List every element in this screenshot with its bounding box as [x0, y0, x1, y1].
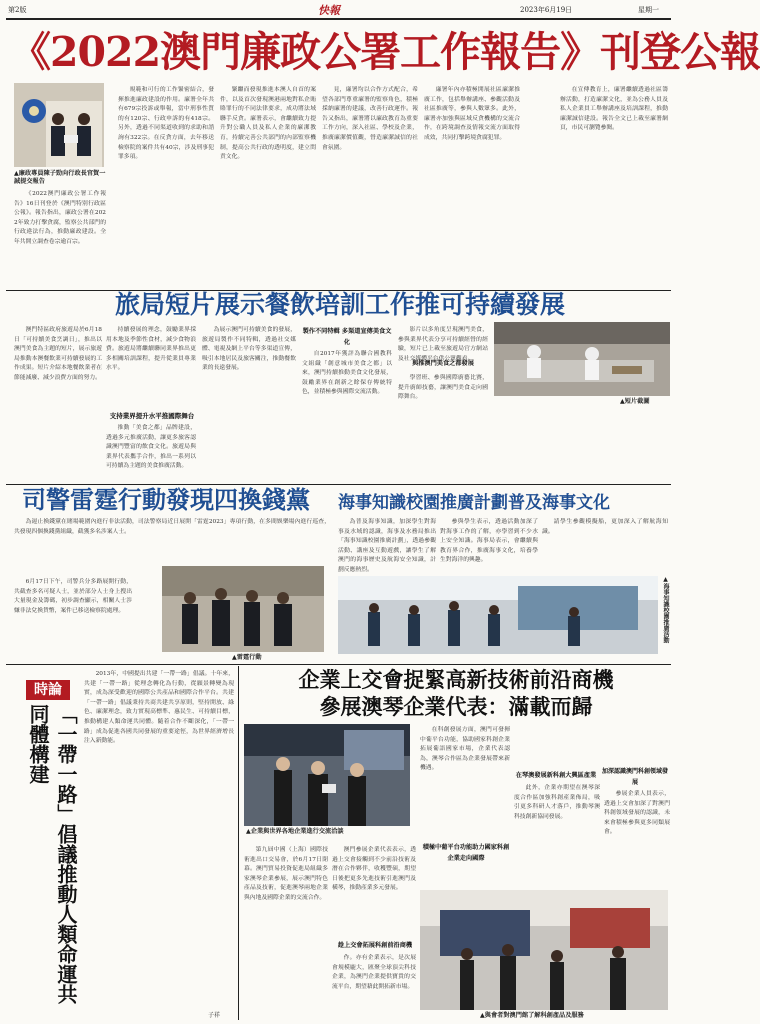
a1-photo-art: [14, 83, 104, 167]
a4-col1-text: 為普及海事知識，加深學生對海事及水域的認識，海事及水務局推出「海事知識校園推廣計劃」，透過參觀活動、講座及互動遊戲，讓學生了解澳門的海事歷史及航海安全知識，計劃反應熱烈。: [338, 519, 436, 573]
a2-col6: [398, 374, 488, 482]
a3-col2-text: 6月17日下午，司警兵分多路展開行動，共截查多名可疑人士，並於部分人士身上搜出大量現金及籌碼，初步調查顯示，相關人士涉嫌非法兌換貨幣，案件已移送檢察院處理。: [14, 579, 132, 614]
a4-col3-text: 請學生參觀模擬船，更加深入了解航海知識。: [542, 519, 668, 535]
a2-col5-text: 自2017年獲評為聯合國教科文組織「創意城市美食之都」以來，澳門持續推動美食文化發展，鼓勵業界在創新之餘保存傳統特色，並積極參與國際交流活動。: [302, 351, 392, 396]
a6-col5: [604, 790, 670, 890]
a2-col6-text: 影片以多角度呈現澳門美食，參與業界代表分享可持續經營的經驗，短片已上載至旅遊局官方網站及社交媒體平台供公眾觀看。: [398, 327, 488, 362]
a2-col3-text: 推動「美食之都」品牌建設，透過多元推廣活動，讓更多旅客認識澳門豐富的飲食文化。旅遊局與業界代表攜手合作，推出一系列以可持續為主題的美食推廣活動。: [106, 425, 196, 470]
a6-col3-text: 作。亦有企業表示，是次展會規模龐大，匯聚全球頂尖科技企業，為澳門企業提供寶貴的交流平台，期望藉此開拓新市場。: [332, 955, 416, 990]
a1-col3-text: 緊繼而發現推進本澳人自首的案件，以及首次發現澳港兩地對私企賄賂罪行的不同法律要求，成功將法域聯手反貪。廉署表示，會繼續致力提升對公職人員及私人企業的廉潔教育，持續完善公共部門的內部監察機制，提高公共行政的透明度，建立問責文化。: [220, 87, 316, 161]
a4-photo-caption: ▲海事知識校園推廣活動: [662, 576, 669, 643]
a4-photo-art: [338, 576, 658, 654]
a1-col2-text: 規範和可行的工作緊密結合，發揮推進廉政建設的作用。廉署全年共有679宗投訴或舉報，當中刑事性質的有120宗、行政申訴的有418宗。另外，透過不同渠道收到的求助和諮詢有322宗。在反貪方面，去年移送檢察院的案件共有40宗，涉及刑事犯罪多項。: [118, 87, 214, 161]
a5-body-text: 2013年，中國提出共建「一帶一路」倡議。十年來，共建「一帶一路」從理念轉化為行動，從願景轉變為現實，成為深受歡迎的國際公共產品和國際合作平台。共建「一帶一路」倡議秉持共商共建共享原則，堅持開放、綠色、廉潔理念，致力實現高標準、惠民生、可持續目標，推動構建人類命運共同體。隨着合作不斷深化，「一帶一路」成為促進各國共同發展的重要途徑，為世界經濟增長注入新動能。: [84, 671, 234, 745]
a5-banner: 時論: [26, 680, 70, 700]
a3-col1-text: 為遏止換錢黨在賭場範圍內進行非法活動，司法警察局近日展開「雷霆2023」專項行動，在多間娛樂場內進行巡查，共發現四個換錢黨組織，截獲多名涉案人士。: [14, 519, 330, 535]
a6-col4: [514, 784, 600, 894]
a2-subhead4: 與推澳門美食之都發展: [412, 360, 474, 367]
a6-subhead4: 在琴澳發展新科創大興區產業: [515, 772, 597, 779]
a1-col6: [560, 86, 668, 288]
a6-headline-1: 企業上交會捉緊高新技術前沿商機: [298, 667, 614, 692]
a2-col2: [106, 326, 196, 408]
issue-date: 2023年6月19日: [520, 6, 573, 14]
a2-col7-text: 學習班、參與國際廚藝比賽，提升廚師技藝，讓澳門美食走向國際舞台。: [398, 375, 488, 401]
a3-col2: [14, 578, 132, 638]
a2-col5: [398, 326, 488, 362]
a5-vertical-title: 「一帶一路」倡議推動人類命運共同體構建: [26, 704, 78, 1004]
a6-col3: [420, 726, 510, 840]
a6-photo2-art: [420, 890, 668, 1010]
a2-col1: [14, 326, 102, 482]
a4-photo: [338, 576, 658, 654]
divider-4: [238, 666, 239, 1020]
a3-photo-caption: ▲雷霆行動: [232, 654, 262, 661]
a1-col4-text: 見，廉署均以合作方式配合，希望各部門尊重廉署的監察角色，積極採納廉署的建議，改善行政運作。報告又指出，廉署將以廉政教育為重要工作方向，深入社區、學校及企業，推廣廉潔價值觀，營造廉潔誠信的社會氛圍。: [322, 87, 418, 151]
weekday: 星期一: [638, 6, 659, 14]
a2-col4-text: 為展示澳門可持續美食的發展，旅遊局製作不同特輯，透過社交媒體、電視及網上平台等多渠道宣傳，吸引本地居民及旅客關注，推動餐飲業的長遠發展。: [202, 327, 296, 372]
a3-headline: 司警雷霆行動發現四換錢黨: [22, 485, 310, 514]
a2-col1-text: 澳門特區政府旅遊局於6月18日「可持續美食烹調日」，推出以澳門美食為主題的短片，展示旅遊局推動本澳餐飲業可持續發展的工作成果。短片介紹本地餐飲業者在節能減廢、減少浪費方面的努力。: [14, 327, 102, 381]
masthead: [0, 0, 677, 18]
a6-photo2: [420, 890, 668, 1010]
a6-col2: [332, 846, 416, 938]
a2-col4: [302, 350, 392, 482]
a6-col1-text: 第九屆中國（上海）國際技術進出口交易會，於6月17日閉幕。澳門貿易投資促進局組織多家澳琴企業參展，展示澳門特色產品及技術，促進澳琴兩地企業與內地及國際企業的交流合作。: [244, 847, 328, 901]
a6-col1: [244, 846, 328, 1016]
a6-photo1-art: [244, 724, 410, 826]
a4-col2: [440, 518, 538, 578]
a3-photo-art: [162, 566, 324, 652]
a1-col6-text: 在宣傳教育上，廉署繼續透過社區籌辦活動，打造廉潔文化，並為公務人員及私人企業員工舉辦講座及培訓課程，推動廉潔誠信建設。報告全文已上載至廉署網頁，市民可瀏覽參閱。: [560, 87, 668, 132]
a6-photo2-caption: ▲與會者對澳門館了解科創產品及服務: [480, 1012, 584, 1019]
a2-col3: [202, 326, 296, 482]
a6-col6-text: 參展企業人員表示，透過上交會加深了對澳門科創領域發展的認識，未來會積極參與更多同類展會。: [604, 791, 670, 836]
a1-col5: [424, 86, 520, 288]
a6-subhead3: 積極中葡平台功能助力國家科創企業走向國際: [422, 844, 510, 862]
a1-headline: 《2022澳門廉政公署工作報告》刊登公報: [10, 28, 760, 76]
a6-subhead2: 趁上交會拓展科創前沿商機: [337, 942, 413, 949]
a6-col5-text: 此外，企業亦期望在澳琴深度合作區加強科創產業佈局，吸引更多科研人才落戶，推動琴澳科技創新協同發展。: [514, 785, 600, 820]
a6-subhead5: 加深認識澳門科創領域發展: [601, 768, 668, 786]
a1-col4: [322, 86, 418, 288]
a2-photo: [494, 322, 670, 396]
a1-photo: [14, 83, 104, 167]
a6-photo1: [244, 724, 410, 826]
a6-col4-text: 在科創發展方面，澳門可發揮中葡平台功能，協助國家科創企業拓展葡語國家市場，企業代表認為，澳琴合作區為企業發展帶來新機遇。: [420, 727, 510, 772]
a1-col1-text: 《2022澳門廉政公署工作報告》16日刊登於《澳門特別行政區公報》。報告指出，廉政公署在2022年致力打擊貪腐，監察公共部門的行政違法行為，推動廉政建設。全年共開立調查卷宗逾百宗。: [14, 191, 106, 245]
a2-photo-art: [494, 322, 670, 396]
a2-subhead3: 製作不同特輯 多渠道宣傳美食文化: [302, 328, 392, 346]
a6-headline-2: 參展澳琴企業代表：滿載而歸: [319, 694, 593, 719]
a6-col2b: [332, 954, 416, 1016]
a1-photo-caption: ▲廉政專員陳子勁向行政長官賀一誠提交報告: [14, 170, 106, 185]
a1-col3: [220, 86, 316, 288]
a2-subhead2: 支持業界提升水平推國際舞台: [109, 412, 195, 420]
a4-col3: [542, 518, 668, 548]
a2-photo-caption: ▲短片截圖: [620, 398, 650, 405]
paper-logo: 快報: [318, 4, 340, 17]
a2-col2-text: 持續發展的理念，鼓勵業界採用本地及季節性食材，減少食物浪費。旅遊局將繼續聯同業界推出更多相關培訓課程，提升從業員專業水平。: [106, 327, 196, 372]
a5-body: [84, 670, 234, 1008]
divider-3: [6, 664, 671, 665]
a2-col2b: [106, 424, 196, 482]
masthead-rule: [6, 18, 671, 20]
a1-col5-text: 廉署年內亦積極開展社區廉潔推廣工作，包括舉辦講座、參觀活動及社區推廣等，參與人數眾多。此外，廉署亦加強與區域反貪機構的交流合作，在跨境調查及情報交流方面取得成效，共同打擊跨境貪腐犯罪。: [424, 87, 520, 141]
a6-col2-text: 澳門參展企業代表表示，透過上交會接觸到不少前沿技術及潛在合作夥伴，收穫豐碩，期望日後把更多先進技術引進澳門及橫琴，推動產業多元發展。: [332, 847, 416, 892]
a3-photo: [162, 566, 324, 652]
a6-photo1-caption: ▲企業與世界各地企業進行交流洽談: [246, 828, 344, 835]
a2-headline: 旅局短片展示餐飲培訓工作推可持續發展: [114, 290, 565, 319]
a4-headline: 海事知識校園推廣計劃普及海事文化: [338, 493, 610, 513]
a4-col2-text: 參與學生表示，透過活動加深了對海事工作的了解，亦學習到不少水上安全知識。海事局表示，會繼續與教育界合作，推廣海事文化，培養學生對海洋的興趣。: [440, 519, 538, 564]
a5-author: 子祥: [208, 1012, 221, 1019]
a4-col1: [338, 518, 436, 578]
page-number: 第2版: [8, 6, 27, 14]
a1-col2: [118, 86, 214, 288]
a1-col1: [14, 190, 106, 288]
